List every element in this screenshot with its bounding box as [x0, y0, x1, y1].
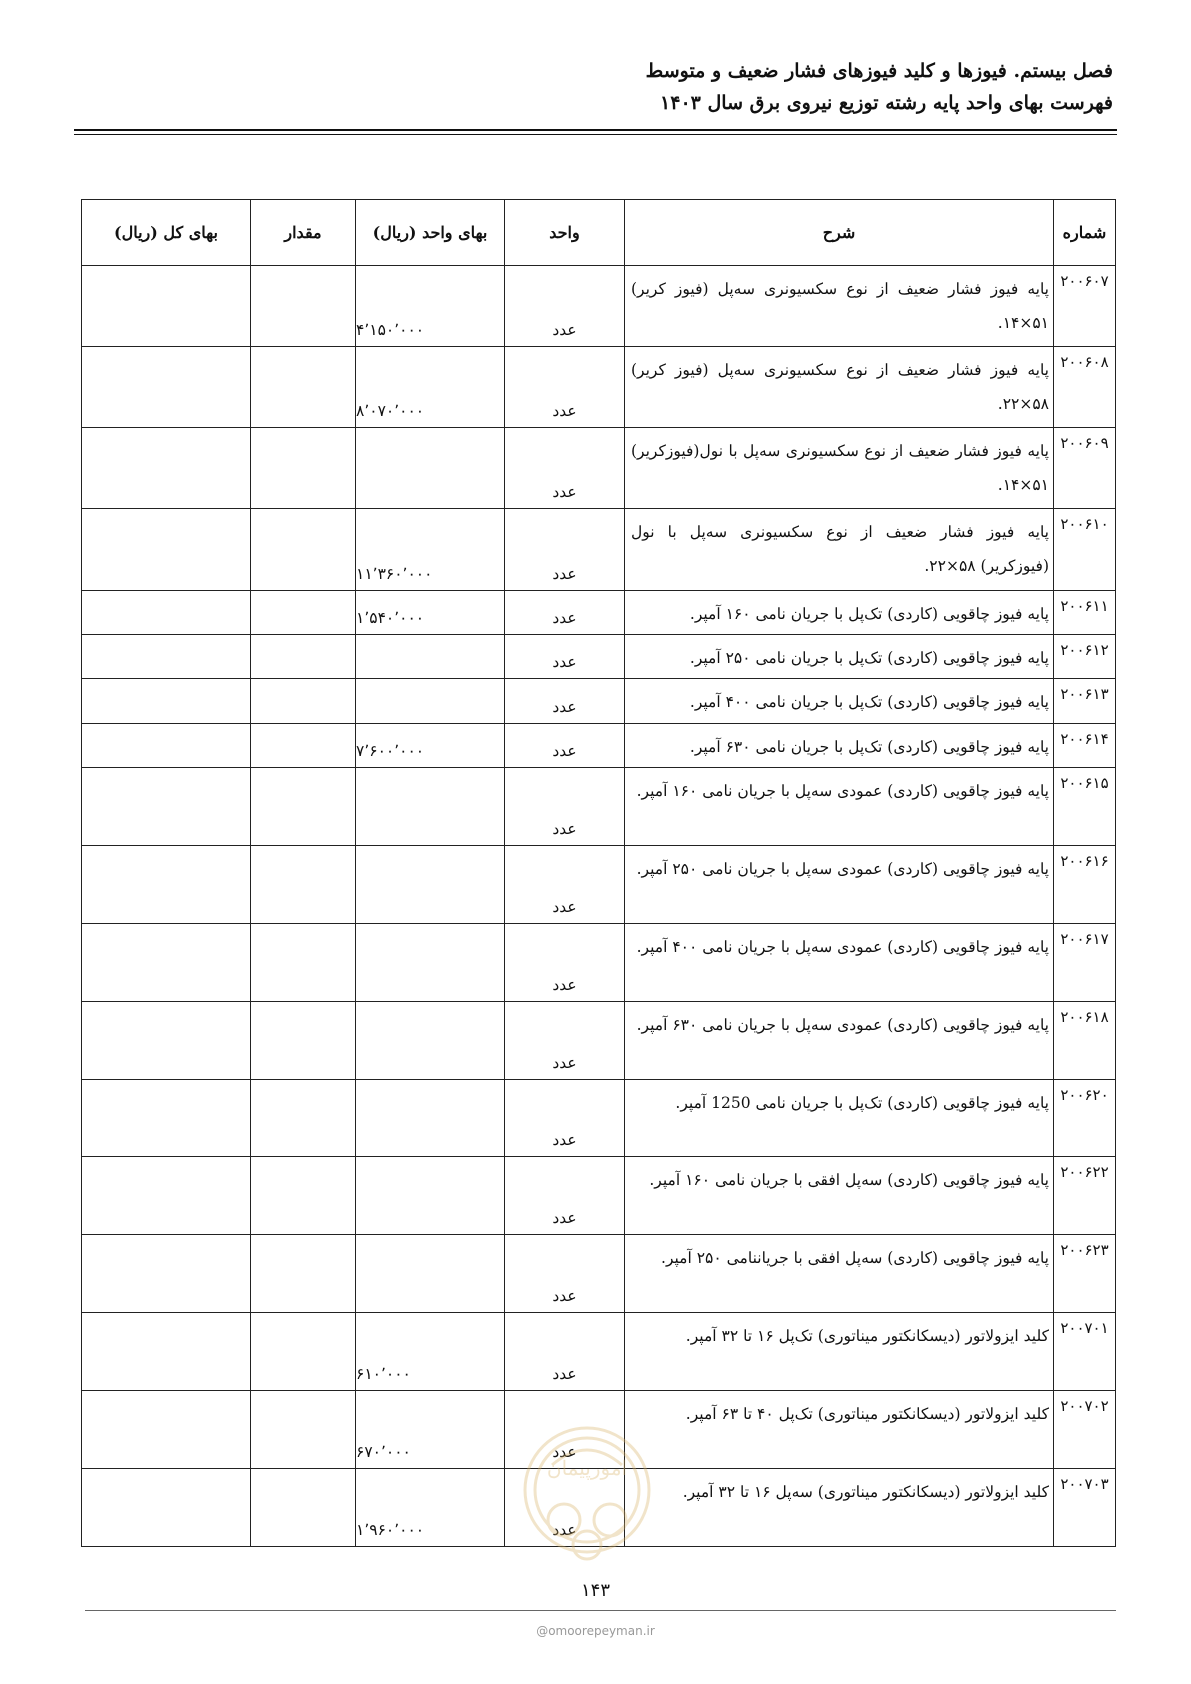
table-row — [82, 509, 1116, 590]
item-quantity — [251, 428, 356, 509]
item-number: ۲۰۰۶۱۰ — [1054, 509, 1116, 590]
item-quantity — [251, 767, 356, 845]
item-description: پایه فیوز چاقویی (کاردی) عمودی سه‌پل با جریان نامی ۱۶۰ آمپر. — [625, 767, 1054, 845]
item-number: ۲۰۰۶۱۱ — [1054, 590, 1116, 634]
item-unit: عدد — [505, 845, 625, 923]
item-quantity — [251, 1157, 356, 1235]
item-description: پایه فیوز چاقویی (کاردی) عمودی سه‌پل با جریان نامی ۲۵۰ آمپر. — [625, 845, 1054, 923]
item-total-price — [82, 1468, 251, 1546]
table-row — [82, 347, 1116, 428]
item-unit: عدد — [505, 1001, 625, 1079]
item-number: ۲۰۰۷۰۲ — [1054, 1391, 1116, 1469]
item-unit: عدد — [505, 347, 625, 428]
item-unit-price — [356, 1079, 505, 1157]
item-quantity — [251, 634, 356, 678]
item-total-price — [82, 266, 251, 347]
item-number: ۲۰۰۶۲۰ — [1054, 1079, 1116, 1157]
item-quantity — [251, 679, 356, 723]
document-title: فهرست بهای واحد پایه رشته توزیع نیروی برق سال ۱۴۰۳ — [660, 92, 1113, 114]
table-row — [82, 1235, 1116, 1313]
item-total-price — [82, 428, 251, 509]
item-description: پایه فیوز چاقویی (کاردی) تک‌پل با جریان نامی ۶۳۰ آمپر. — [625, 723, 1054, 767]
item-unit-price — [356, 634, 505, 678]
item-total-price — [82, 1313, 251, 1391]
item-quantity — [251, 1468, 356, 1546]
item-total-price — [82, 845, 251, 923]
price-table — [81, 199, 1116, 1547]
item-unit: عدد — [505, 1157, 625, 1235]
item-unit-price — [356, 845, 505, 923]
item-description: کلید ایزولاتور (دیسکانکتور میناتوری) تک‌پل ۴۰ تا ۶۳ آمپر. — [625, 1391, 1054, 1469]
table-row — [82, 1391, 1116, 1469]
item-number: ۲۰۰۶۰۸ — [1054, 347, 1116, 428]
item-unit: عدد — [505, 1235, 625, 1313]
watermark-text: امورپیمان — [546, 1456, 628, 1480]
item-number: ۲۰۰۶۱۳ — [1054, 679, 1116, 723]
item-unit-price — [356, 428, 505, 509]
item-unit: عدد — [505, 634, 625, 678]
item-unit-price: ۶۷۰٬۰۰۰ — [356, 1391, 505, 1469]
table-row — [82, 1468, 1116, 1546]
item-number: ۲۰۰۶۱۴ — [1054, 723, 1116, 767]
item-quantity — [251, 1391, 356, 1469]
col-description-header: شرح — [625, 200, 1054, 266]
table-row — [82, 923, 1116, 1001]
item-total-price — [82, 634, 251, 678]
col-number-header: شماره — [1054, 200, 1116, 266]
header-rule-thin — [74, 134, 1117, 135]
item-quantity — [251, 923, 356, 1001]
item-quantity — [251, 1001, 356, 1079]
item-description: پایه فیوز چاقویی (کاردی) تک‌پل با جریان نامی ۲۵۰ آمپر. — [625, 634, 1054, 678]
item-quantity — [251, 347, 356, 428]
item-description: پایه فیوز چاقویی (کاردی) تک‌پل با جریان نامی 1250 آمپر. — [625, 1079, 1054, 1157]
table-row — [82, 1157, 1116, 1235]
item-total-price — [82, 723, 251, 767]
item-unit-price — [356, 1235, 505, 1313]
table-row — [82, 845, 1116, 923]
item-description: پایه فیوز چاقویی (کاردی) عمودی سه‌پل با جریان نامی ۶۳۰ آمپر. — [625, 1001, 1054, 1079]
item-unit: عدد — [505, 723, 625, 767]
col-unit-header: واحد — [505, 200, 625, 266]
item-unit-price: ۶۱۰٬۰۰۰ — [356, 1313, 505, 1391]
col-total-price-header: بهای کل (ریال) — [82, 200, 251, 266]
item-number: ۲۰۰۶۰۷ — [1054, 266, 1116, 347]
item-number: ۲۰۰۶۱۲ — [1054, 634, 1116, 678]
item-unit-price — [356, 1001, 505, 1079]
item-total-price — [82, 679, 251, 723]
item-unit: عدد — [505, 1468, 625, 1546]
item-total-price — [82, 1079, 251, 1157]
col-unit-price-header: بهای واحد (ریال) — [356, 200, 505, 266]
item-number: ۲۰۰۶۲۳ — [1054, 1235, 1116, 1313]
item-quantity — [251, 845, 356, 923]
item-description: پایه فیوز فشار ضعیف از نوع سکسیونری سه‌پل (فیوز کریر) ۵۱×۱۴. — [625, 266, 1054, 347]
item-unit: عدد — [505, 1313, 625, 1391]
item-unit: عدد — [505, 1391, 625, 1469]
item-unit: عدد — [505, 590, 625, 634]
table-row — [82, 266, 1116, 347]
item-number: ۲۰۰۶۱۶ — [1054, 845, 1116, 923]
table-row — [82, 428, 1116, 509]
item-quantity — [251, 1079, 356, 1157]
item-number: ۲۰۰۶۲۲ — [1054, 1157, 1116, 1235]
header-rule-thick — [74, 129, 1117, 131]
item-description: پایه فیوز فشار ضعیف از نوع سکسیونری سه‌پل با نول(فیوزکریر) ۵۱×۱۴. — [625, 428, 1054, 509]
item-unit-price: ۴٬۱۵۰٬۰۰۰ — [356, 266, 505, 347]
item-number: ۲۰۰۷۰۱ — [1054, 1313, 1116, 1391]
item-description: پایه فیوز چاقویی (کاردی) سه‌پل افقی با جریان نامی ۱۶۰ آمپر. — [625, 1157, 1054, 1235]
item-unit: عدد — [505, 679, 625, 723]
item-description: پایه فیوز چاقویی (کاردی) تک‌پل با جریان نامی ۱۶۰ آمپر. — [625, 590, 1054, 634]
item-description: کلید ایزولاتور (دیسکانکتور میناتوری) تک‌پل ۱۶ تا ۳۲ آمپر. — [625, 1313, 1054, 1391]
item-unit-price: ۱٬۵۴۰٬۰۰۰ — [356, 590, 505, 634]
item-number: ۲۰۰۶۱۵ — [1054, 767, 1116, 845]
footer-rule — [85, 1610, 1116, 1611]
table-row — [82, 590, 1116, 634]
item-unit: عدد — [505, 1079, 625, 1157]
item-description: پایه فیوز چاقویی (کاردی) عمودی سه‌پل با جریان نامی ۴۰۰ آمپر. — [625, 923, 1054, 1001]
item-unit-price: ۱٬۹۶۰٬۰۰۰ — [356, 1468, 505, 1546]
item-number: ۲۰۰۶۱۷ — [1054, 923, 1116, 1001]
item-total-price — [82, 347, 251, 428]
item-total-price — [82, 509, 251, 590]
table-row — [82, 679, 1116, 723]
item-unit-price: ۷٬۶۰۰٬۰۰۰ — [356, 723, 505, 767]
table-row — [82, 1079, 1116, 1157]
item-unit: عدد — [505, 509, 625, 590]
item-quantity — [251, 723, 356, 767]
page-number: ۱۴۳ — [580, 1580, 610, 1601]
item-unit: عدد — [505, 923, 625, 1001]
item-total-price — [82, 923, 251, 1001]
item-unit: عدد — [505, 266, 625, 347]
item-unit: عدد — [505, 767, 625, 845]
item-total-price — [82, 1391, 251, 1469]
item-total-price — [82, 767, 251, 845]
table-header-row — [82, 200, 1116, 266]
table-row — [82, 1313, 1116, 1391]
table-row — [82, 634, 1116, 678]
item-total-price — [82, 1157, 251, 1235]
item-total-price — [82, 1235, 251, 1313]
item-unit-price: ۸٬۰۷۰٬۰۰۰ — [356, 347, 505, 428]
table-row — [82, 723, 1116, 767]
item-description: کلید ایزولاتور (دیسکانکتور میناتوری) سه‌پل ۱۶ تا ۳۲ آمپر. — [625, 1468, 1054, 1546]
chapter-title: فصل بیستم. فیوزها و کلید فیوزهای فشار ضعیف و متوسط — [645, 60, 1113, 82]
item-number: ۲۰۰۶۰۹ — [1054, 428, 1116, 509]
item-unit: عدد — [505, 428, 625, 509]
item-quantity — [251, 1313, 356, 1391]
item-unit-price — [356, 679, 505, 723]
item-unit-price — [356, 1157, 505, 1235]
item-quantity — [251, 509, 356, 590]
item-description: پایه فیوز چاقویی (کاردی) تک‌پل با جریان نامی ۴۰۰ آمپر. — [625, 679, 1054, 723]
item-total-price — [82, 590, 251, 634]
item-description: پایه فیوز فشار ضعیف از نوع سکسیونری سه‌پل با نول (فیوزکریر) ۵۸×۲۲. — [625, 509, 1054, 590]
item-unit-price — [356, 923, 505, 1001]
item-number: ۲۰۰۷۰۳ — [1054, 1468, 1116, 1546]
item-total-price — [82, 1001, 251, 1079]
table-row — [82, 1001, 1116, 1079]
item-description: پایه فیوز چاقویی (کاردی) سه‌پل افقی با جریاننامی ۲۵۰ آمپر. — [625, 1235, 1054, 1313]
website-watermark: @omoorepeyman.ir — [536, 1624, 655, 1638]
col-quantity-header: مقدار — [251, 200, 356, 266]
page-header — [78, 55, 1113, 119]
item-description: پایه فیوز فشار ضعیف از نوع سکسیونری سه‌پل (فیوز کریر) ۵۸×۲۲. — [625, 347, 1054, 428]
item-quantity — [251, 266, 356, 347]
item-quantity — [251, 1235, 356, 1313]
item-unit-price: ۱۱٬۳۶۰٬۰۰۰ — [356, 509, 505, 590]
table-row — [82, 767, 1116, 845]
item-unit-price — [356, 767, 505, 845]
item-quantity — [251, 590, 356, 634]
item-number: ۲۰۰۶۱۸ — [1054, 1001, 1116, 1079]
